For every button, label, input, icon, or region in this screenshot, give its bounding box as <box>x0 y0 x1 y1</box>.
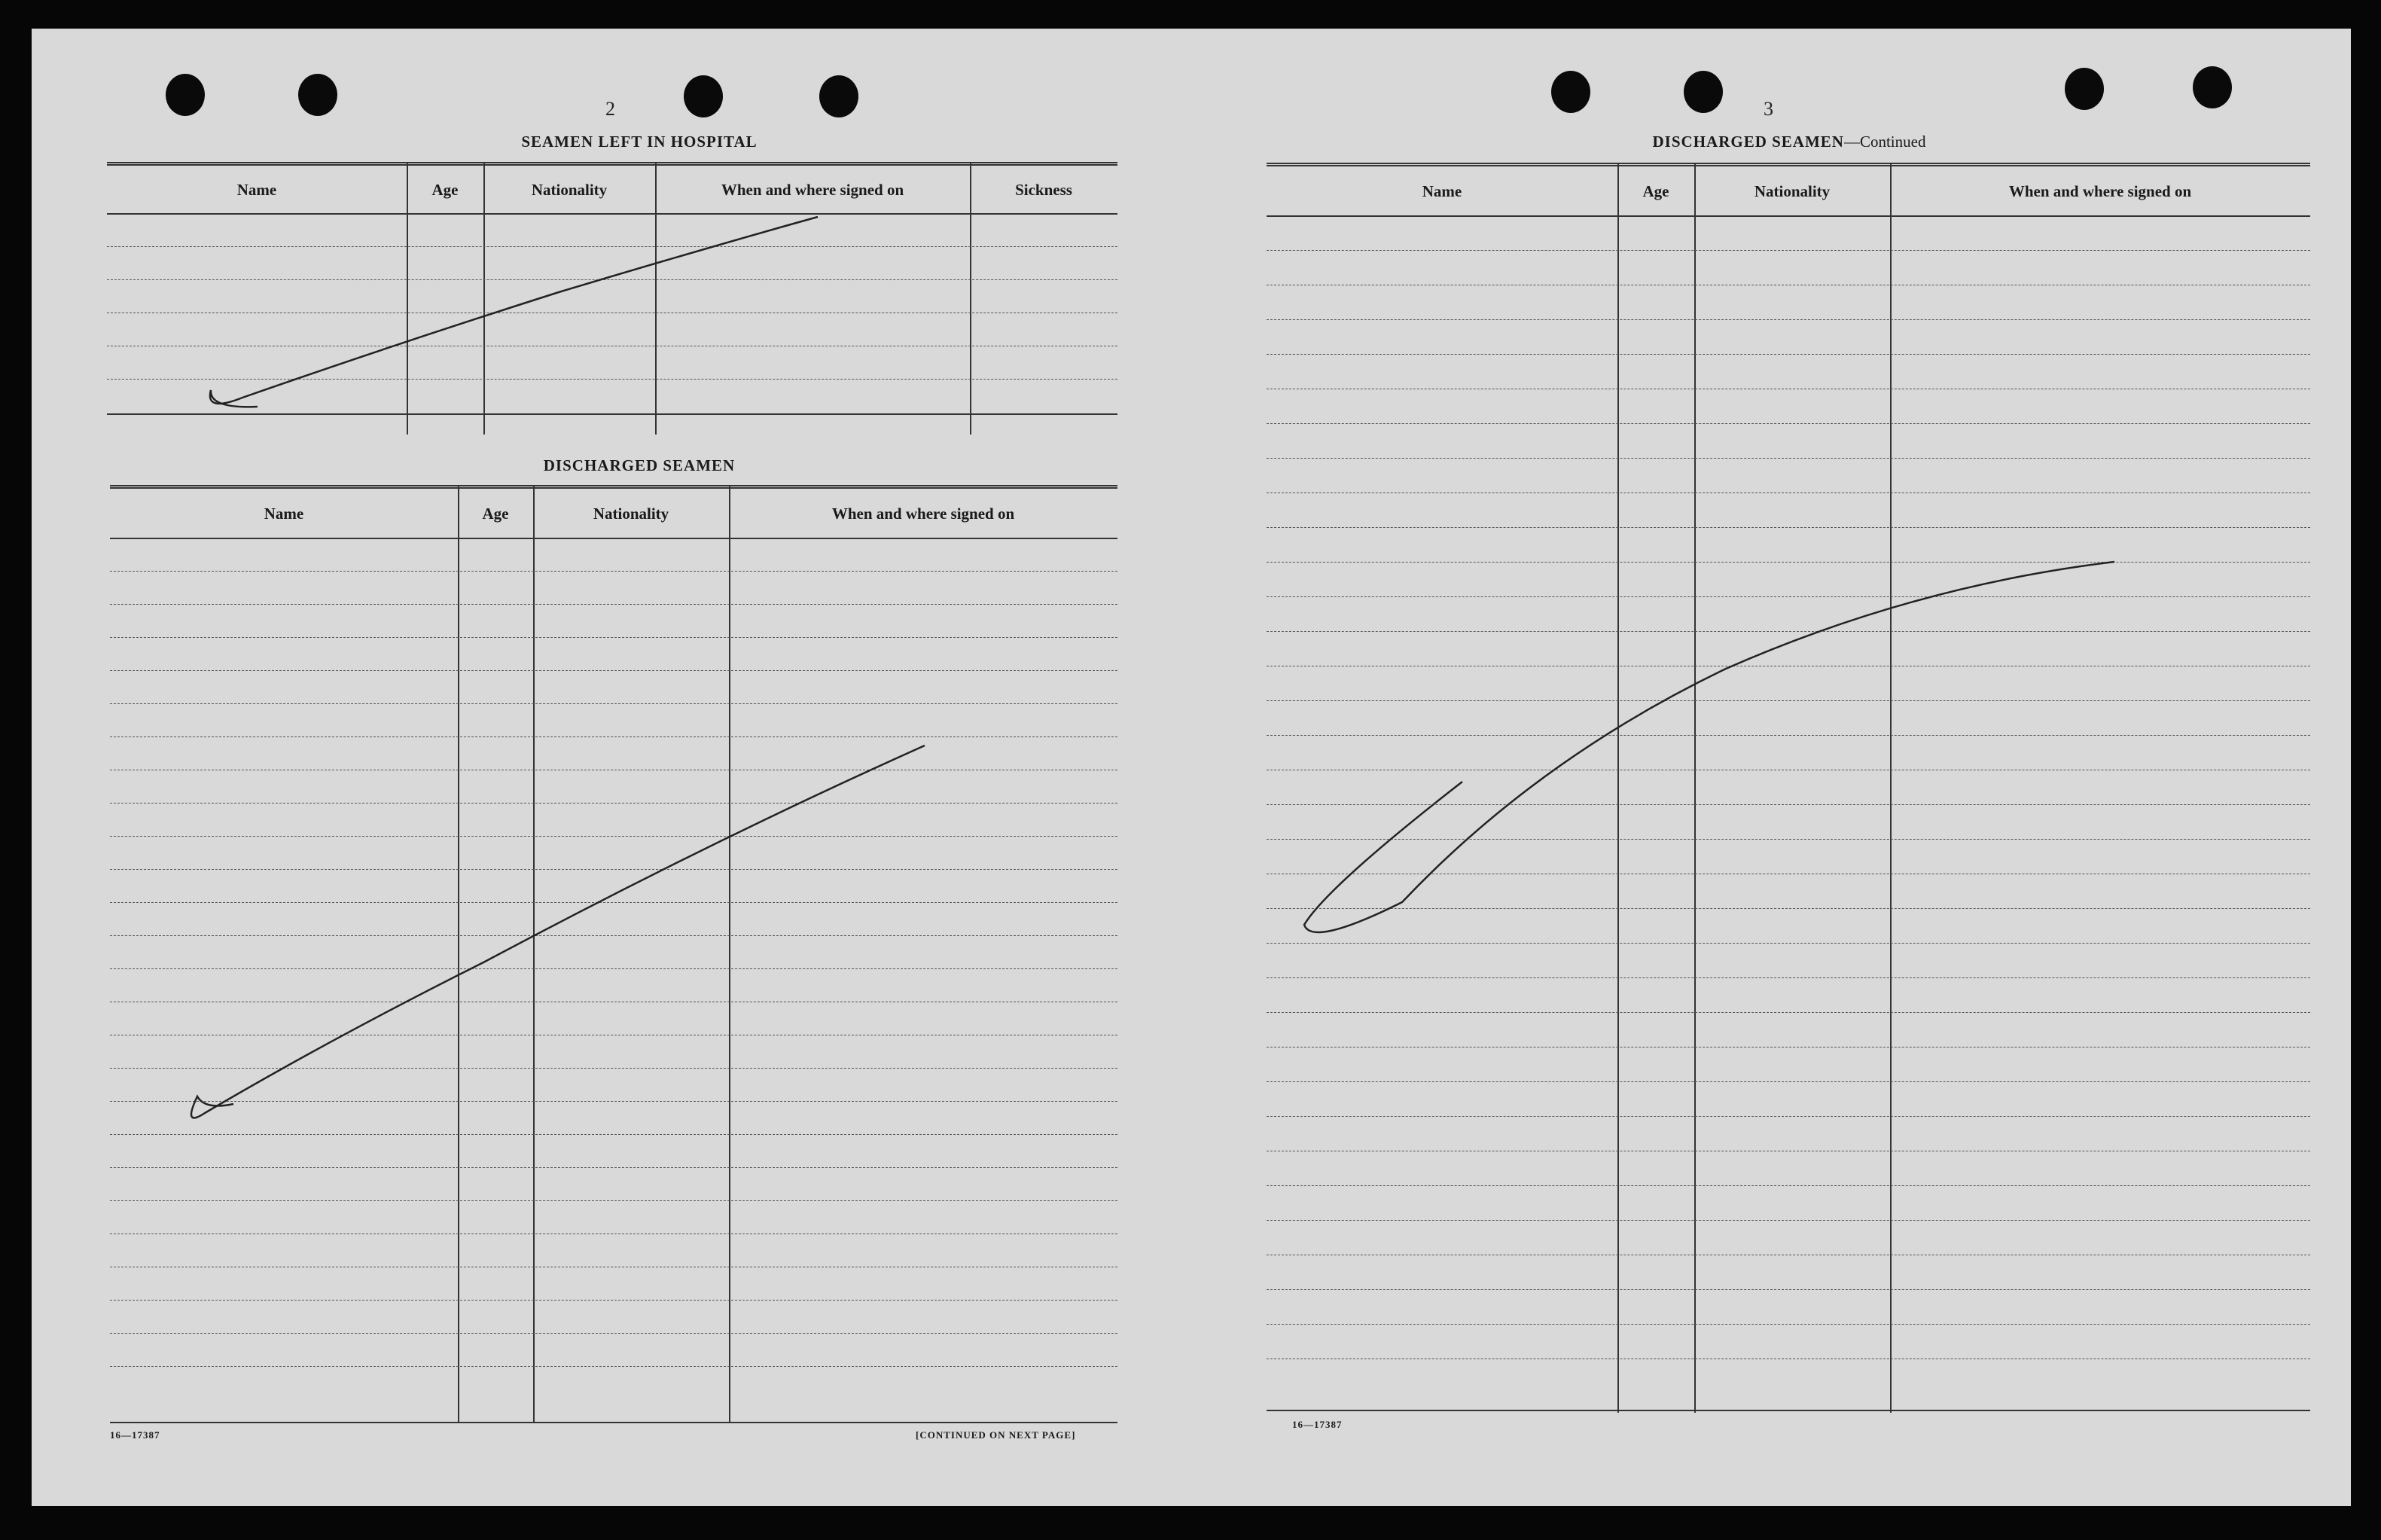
page-number-left: 2 <box>605 98 615 120</box>
continued-note: [CONTINUED ON NEXT PAGE] <box>916 1429 1076 1441</box>
column-header-age: Age <box>482 505 509 523</box>
column-header-name: Name <box>264 505 304 523</box>
pen-stroke <box>1304 562 2114 932</box>
pen-strike-marks <box>32 29 2351 1506</box>
document-sheet <box>32 29 2351 1506</box>
column-header-signed-on: When and where signed on <box>721 181 904 199</box>
page-number-right: 3 <box>1764 98 1773 120</box>
column-header-nationality: Nationality <box>1754 182 1831 200</box>
column-header-name: Name <box>236 181 277 199</box>
column-header-sickness: Sickness <box>1015 181 1072 199</box>
pen-stroke <box>191 746 925 1118</box>
title-main: DISCHARGED SEAMEN <box>1652 133 1844 151</box>
column-header-name: Name <box>1422 182 1462 200</box>
column-header-age: Age <box>431 181 459 199</box>
column-header-signed-on: When and where signed on <box>2008 182 2192 200</box>
column-header-nationality: Nationality <box>593 505 669 523</box>
form-number-left: 16—17387 <box>110 1429 160 1441</box>
column-header-age: Age <box>1642 182 1669 200</box>
column-header-nationality: Nationality <box>531 181 608 199</box>
form-number-right: 16—17387 <box>1292 1419 1343 1430</box>
pen-stroke <box>210 217 818 407</box>
title-continued: —Continued <box>1843 133 1926 151</box>
discharged-table-title-left: DISCHARGED SEAMEN <box>543 456 736 474</box>
column-header-signed-on: When and where signed on <box>831 505 1015 523</box>
hospital-table-title: SEAMEN LEFT IN HOSPITAL <box>521 133 758 151</box>
